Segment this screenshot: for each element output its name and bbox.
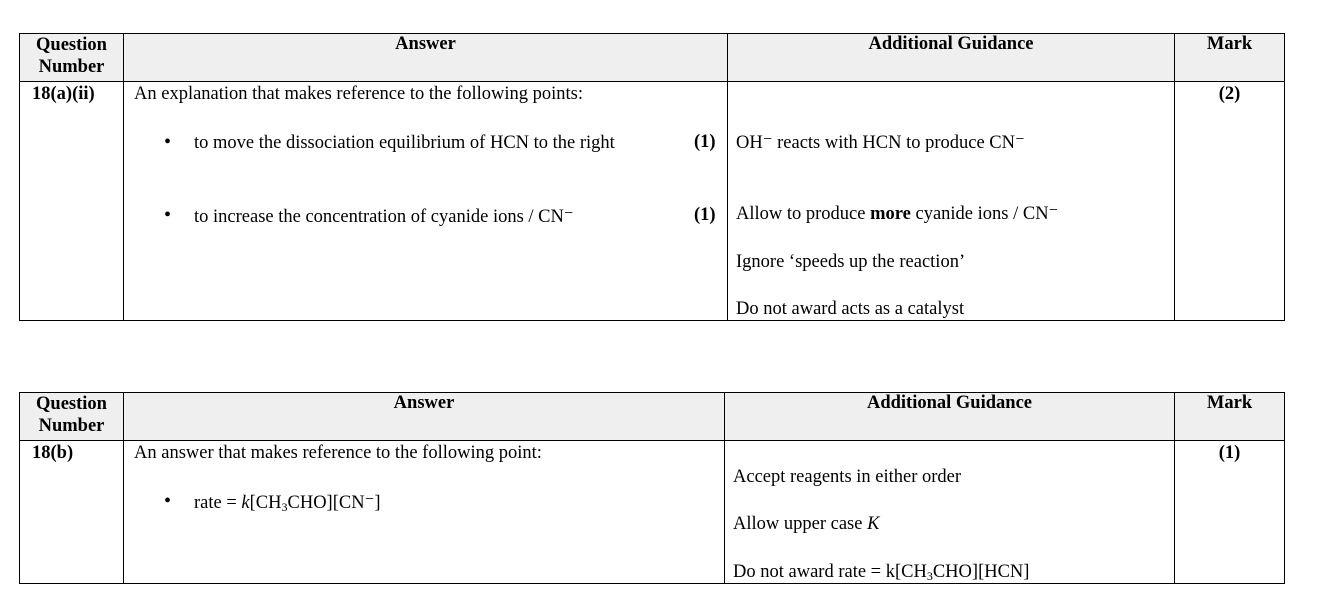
guidance-line-2: Allow to produce more cyanide ions / CN⁻: [736, 204, 1059, 224]
answer-point-2: to increase the concentration of cyanide ions / CN⁻: [194, 207, 574, 227]
answer-point-1: to move the dissociation equilibrium of HCN to the right: [194, 133, 615, 153]
header-mark: Mark: [1175, 393, 1285, 441]
question-number-cell: 18(a)(ii): [20, 82, 124, 321]
guidance-line-1: OH⁻ reacts with HCN to produce CN⁻: [736, 133, 1025, 153]
bullet-icon: •: [164, 204, 172, 226]
mark-scheme-table-18a: [19, 33, 1285, 321]
header-guidance: Additional Guidance: [725, 393, 1175, 441]
header-question-number: Question Number: [20, 34, 124, 82]
guidance-cell: [728, 82, 1175, 321]
bullet-icon: •: [164, 490, 172, 512]
mark-cell: (2): [1175, 82, 1285, 321]
header-answer: Answer: [124, 34, 728, 82]
answer-cell: [124, 82, 728, 321]
guidance-line-2: Allow upper case K: [733, 514, 880, 534]
bullet-icon: •: [164, 131, 172, 153]
header-guidance: Additional Guidance: [728, 34, 1175, 82]
guidance-line-3: Do not award rate = $k[CH_3CHO][HCN]$: [733, 562, 1030, 583]
guidance-line-4: Do not award acts as a catalyst: [736, 299, 965, 319]
guidance-cell: [725, 441, 1175, 584]
guidance-line-3: Ignore ‘speeds up the reaction’: [736, 252, 966, 272]
answer-point-1-mark: (1): [694, 132, 716, 152]
header-answer: Answer: [124, 393, 725, 441]
header-question-number: Question Number: [20, 393, 124, 441]
answer-intro: An explanation that makes reference to the following points:: [134, 84, 584, 104]
mark-scheme-table-18b: [19, 392, 1285, 584]
answer-point: rate = $k[CH_3CHO][CN^-]$: [194, 493, 381, 514]
mark-cell: (1): [1175, 441, 1285, 584]
question-number-cell: 18(b): [20, 441, 124, 584]
answer-point-2-mark: (1): [694, 205, 716, 225]
answer-intro: An answer that makes reference to the following point:: [134, 443, 542, 463]
answer-cell: [124, 441, 725, 584]
header-mark: Mark: [1175, 34, 1285, 82]
guidance-line-1: Accept reagents in either order: [733, 467, 962, 487]
